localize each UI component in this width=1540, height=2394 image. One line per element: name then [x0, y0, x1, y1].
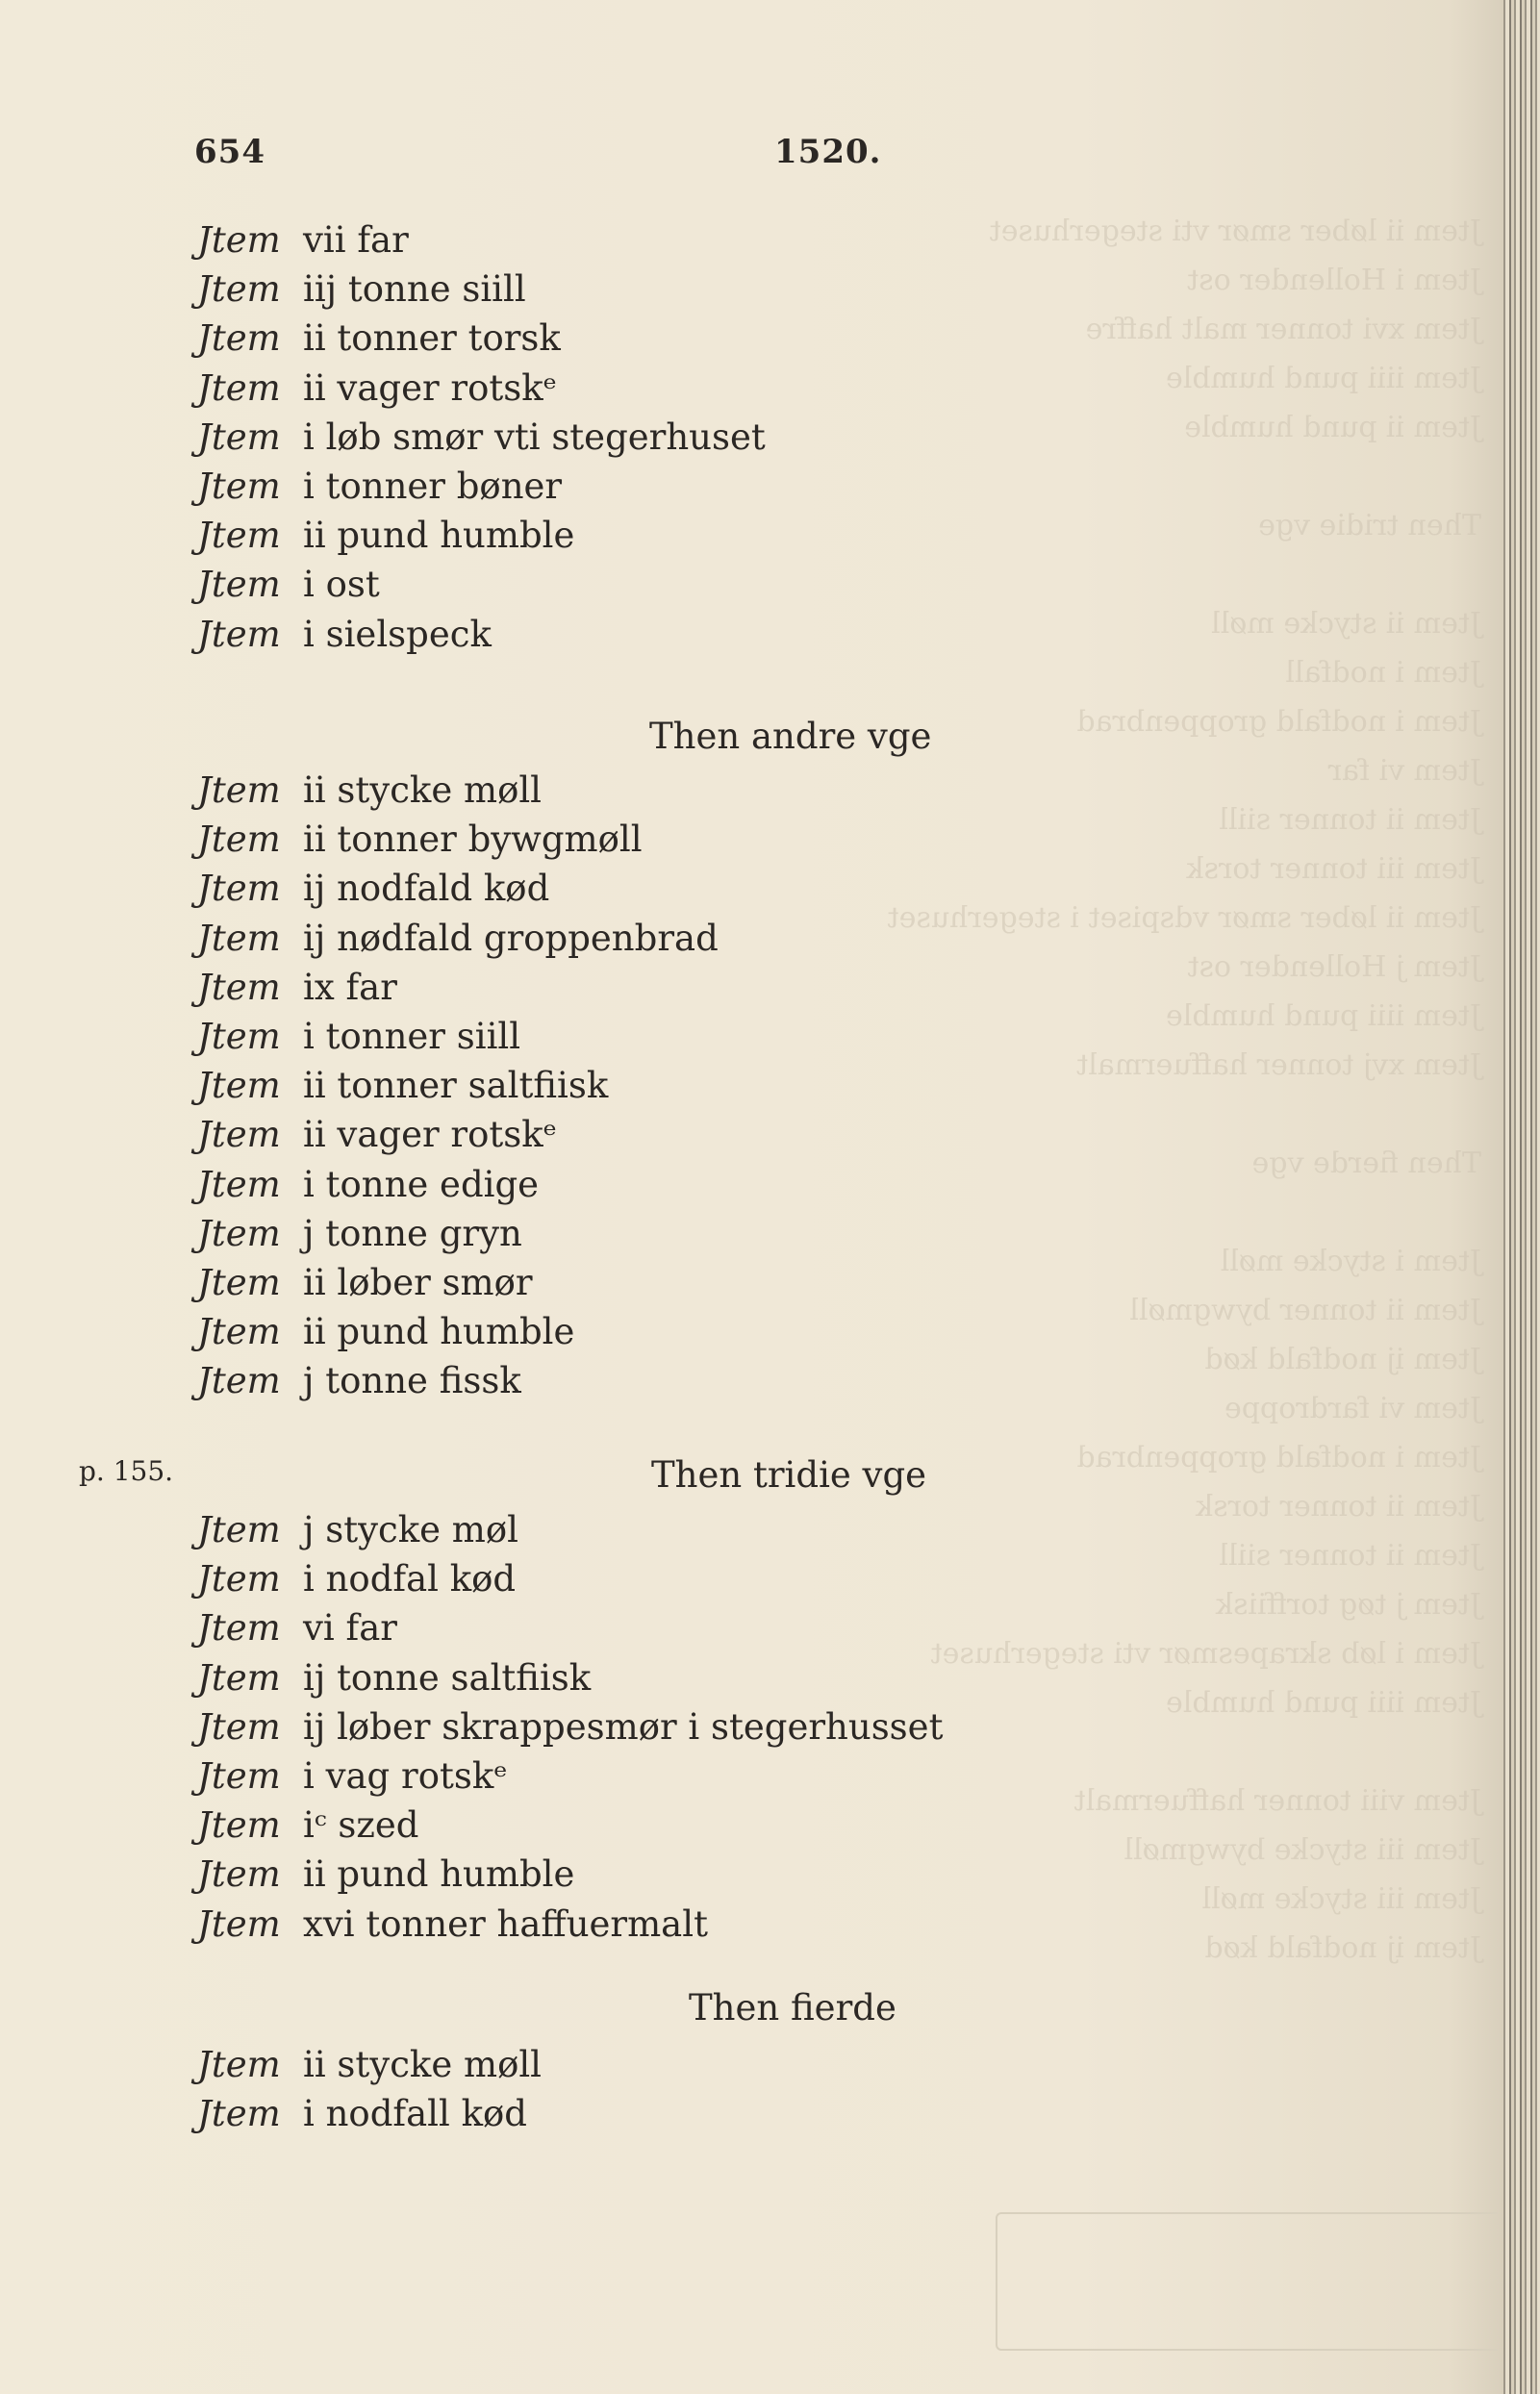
ledger-entry	[197, 610, 492, 660]
ledger-entry	[197, 215, 409, 265]
ledger-entry	[197, 1160, 539, 1210]
ledger-entry	[197, 2089, 527, 2139]
entry-text: ii pund humble	[303, 1311, 575, 1352]
section-heading: Then fierde	[689, 1987, 896, 2029]
entry-text: ii pund humble	[303, 515, 575, 556]
entry-prefix: Jtem	[197, 1065, 281, 1106]
ledger-entry	[197, 1356, 521, 1406]
entry-prefix: Jtem	[197, 819, 281, 860]
ledger-entry	[197, 1751, 508, 1802]
ledger-entry	[197, 1801, 418, 1851]
entry-prefix: Jtem	[197, 1755, 281, 1797]
ledger-entry	[197, 2040, 542, 2090]
ledger-entry	[197, 1061, 608, 1111]
entry-prefix: Jtem	[197, 219, 281, 261]
entry-text: ii stycke møll	[303, 769, 543, 811]
ledger-entry	[197, 1702, 943, 1752]
entry-prefix: Jtem	[197, 317, 281, 359]
entry-text: ii tonner bywgmøll	[303, 819, 643, 860]
section-heading: Then tridie vge	[651, 1454, 927, 1496]
entry-text: i tonner siill	[303, 1016, 521, 1057]
entry-prefix: Jtem	[197, 1262, 281, 1303]
entry-prefix: Jtem	[197, 1706, 281, 1748]
entry-prefix: Jtem	[197, 367, 281, 409]
entry-prefix: Jtem	[197, 769, 281, 811]
entry-prefix: Jtem	[197, 1360, 281, 1401]
entry-text: iᶜ szed	[303, 1804, 419, 1846]
entry-text: ix far	[303, 967, 397, 1008]
entry-prefix: Jtem	[197, 2093, 281, 2134]
entry-text: ii tonner torsk	[303, 317, 561, 359]
entry-prefix: Jtem	[197, 1558, 281, 1600]
entry-text: i tonner bøner	[303, 466, 563, 507]
entry-prefix: Jtem	[197, 564, 281, 605]
paper-tab-mark	[996, 2212, 1498, 2351]
entry-text: ii pund humble	[303, 1853, 575, 1895]
entry-text: j stycke møl	[303, 1509, 518, 1550]
entry-prefix: Jtem	[197, 967, 281, 1008]
entry-text: ii stycke møll	[303, 2044, 543, 2085]
ledger-entry	[197, 1554, 516, 1604]
entry-prefix: Jtem	[197, 1903, 281, 1945]
entry-text: i vag rotskᵉ	[303, 1755, 508, 1797]
entry-text: ij løber skrappesmør i stegerhusset	[303, 1706, 944, 1748]
entry-text: vii far	[303, 219, 409, 261]
entry-prefix: Jtem	[197, 1016, 281, 1057]
entry-prefix: Jtem	[197, 1114, 281, 1155]
entry-text: i løb smør vti stegerhuset	[303, 416, 766, 458]
ledger-entry	[197, 413, 766, 463]
running-year: 1520.	[774, 133, 882, 171]
entry-prefix: Jtem	[197, 1164, 281, 1205]
entry-text: i tonne edige	[303, 1164, 540, 1205]
entry-text: ii vager rotskᵉ	[303, 367, 557, 409]
entry-prefix: Jtem	[197, 1509, 281, 1550]
ledger-entry	[197, 1505, 518, 1555]
entry-text: iij tonne siill	[303, 268, 526, 310]
ledger-entry	[197, 766, 542, 816]
ledger-entry	[197, 1209, 522, 1259]
ledger-entry	[197, 1653, 591, 1703]
entry-prefix: Jtem	[197, 515, 281, 556]
entry-text: i nodfal kød	[303, 1558, 517, 1600]
ledger-entry	[197, 560, 380, 610]
margin-page-reference: p. 155.	[79, 1455, 174, 1487]
entry-prefix: Jtem	[197, 1213, 281, 1254]
ledger-entry	[197, 1110, 557, 1160]
entry-prefix: Jtem	[197, 1804, 281, 1846]
entry-prefix: Jtem	[197, 1853, 281, 1895]
bleed-through-text: Jtem ii løber smør vti stegerhuset Jtem i Hollender ost Jtem xvi tonner malt haffre Jtem iiii pund humble Jtem ii pund humble Then tridie vge Jtem ii stycke møll Jtem i nodfall Jtem i nodfald groppenbrad Jtem vi far Jtem ii tonner siill Jtem iii tonner torsk Jtem ii løber smør vdspiset i stegerhuset Jtem j Hollender ost Jtem iiii pund humble Jtem xvj tonner haffuermalt Then fierde vge Jtem i stycke møll Jtem ii tonner bywgmøll Jtem ij nodfald kød Jtem vi fardroppe Jtem i nodfald groppenbrad Jtem ii tonner torsk Jtem ii tonner siill Jtem j tøg torffiisk Jtem i løb skrapesmør vti stegerhuset Jtem iiii pund humble Jtem viii tonner haffuermalt Jtem iii stycke bywgmøll Jtem iii stycke møll Jtem ij nodfald kød	[887, 214, 1481, 1965]
entry-text: i nodfall kød	[303, 2093, 527, 2134]
entry-text: ii vager rotskᵉ	[303, 1114, 557, 1155]
section-heading: Then andre vge	[649, 716, 932, 757]
entry-text: ij tonne saltfiisk	[303, 1657, 592, 1699]
entry-text: xvi tonner haffuermalt	[303, 1903, 708, 1945]
entry-text: ii løber smør	[303, 1262, 533, 1303]
entry-text: ij nødfald groppenbrad	[303, 918, 719, 959]
entry-text: j tonne fissk	[303, 1360, 521, 1401]
ledger-entry	[197, 963, 397, 1013]
entry-prefix: Jtem	[197, 1311, 281, 1352]
entry-prefix: Jtem	[197, 466, 281, 507]
ledger-entry	[197, 511, 574, 561]
entry-prefix: Jtem	[197, 1657, 281, 1699]
entry-text: ij nodfald kød	[303, 868, 550, 909]
ledger-entry	[197, 1850, 574, 1900]
entry-prefix: Jtem	[197, 614, 281, 655]
ledger-entry	[197, 265, 526, 315]
entry-text: j tonne gryn	[303, 1213, 522, 1254]
ledger-entry	[197, 815, 643, 865]
ledger-entry	[197, 314, 561, 364]
entry-prefix: Jtem	[197, 868, 281, 909]
entry-text: i sielspeck	[303, 614, 492, 655]
ledger-entry	[197, 864, 549, 914]
page-number: 654	[194, 133, 265, 171]
entry-prefix: Jtem	[197, 416, 281, 458]
entry-text: i ost	[303, 564, 380, 605]
entry-text: ii tonner saltfiisk	[303, 1065, 609, 1106]
ledger-entry	[197, 462, 562, 512]
entry-prefix: Jtem	[197, 2044, 281, 2085]
entry-prefix: Jtem	[197, 268, 281, 310]
ledger-entry	[197, 364, 557, 414]
ledger-entry	[197, 1012, 520, 1062]
ledger-entry	[197, 1603, 397, 1653]
ledger-entry	[197, 1900, 708, 1950]
entry-text: vi far	[303, 1607, 397, 1649]
book-binding-edge	[1501, 0, 1540, 2394]
ledger-entry	[197, 1307, 574, 1357]
ledger-entry	[197, 914, 719, 964]
ledger-entry	[197, 1258, 533, 1308]
entry-prefix: Jtem	[197, 1607, 281, 1649]
entry-prefix: Jtem	[197, 918, 281, 959]
